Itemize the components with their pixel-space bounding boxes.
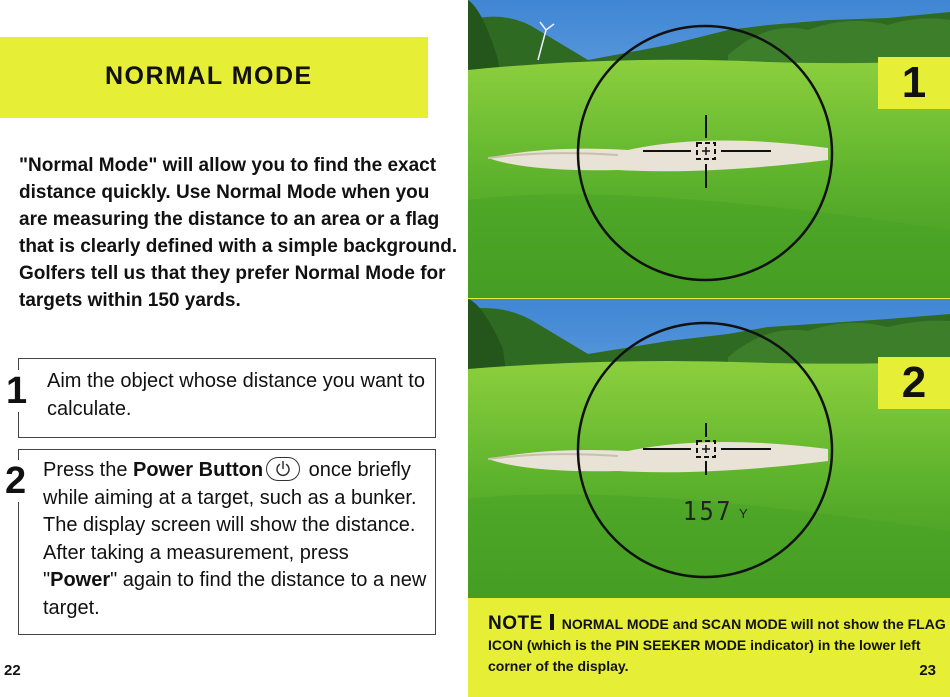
step-2-text-b: once briefly while aiming at a target, such as a bunker. The display screen will show the distance. After taking a measurement, press " <box>43 459 417 591</box>
note-text: NORMAL MODE and SCAN MODE will not show the FLAG ICON (which is the PIN SEEKER MODE indicator) in the lower left corner of the display. <box>488 616 946 674</box>
step-2-text-a: Press the <box>43 459 134 481</box>
page-title: NORMAL MODE <box>105 62 313 90</box>
panel-2-badge: 2 <box>878 357 950 409</box>
panel-1-badge: 1 <box>878 57 950 109</box>
step-1-text: Aim the object whose distance you want to calculate. <box>47 370 425 420</box>
rangefinder-view-2 <box>468 299 950 598</box>
step-2-text <box>43 457 428 622</box>
note <box>488 613 948 677</box>
note-divider <box>550 614 554 630</box>
golf-scene-1 <box>468 0 950 298</box>
page-number-left: 22 <box>4 662 21 679</box>
power-word: Power <box>50 569 111 591</box>
power-icon <box>266 457 300 481</box>
rangefinder-view-1 <box>468 0 950 298</box>
page-number-right: 23 <box>919 662 936 679</box>
step-2-number: 2 <box>5 460 27 502</box>
right-page <box>468 0 950 697</box>
note-label: NOTE <box>488 613 543 634</box>
power-button-label: Power Button <box>133 459 264 481</box>
distance-unit: Y <box>739 506 748 521</box>
golf-scene-2 <box>468 299 950 598</box>
intro-paragraph: "Normal Mode" will allow you to find the exact distance quickly. Use Normal Mode when you are measuring the distance to an area or a flag that is clearly defined with a simple background. Golfers tell us that they prefer Normal Mode for targets within 150 yards. <box>19 155 458 311</box>
step-2-text-c: " again to find the distance to a new target. <box>43 569 427 619</box>
step-1-number: 1 <box>6 370 28 412</box>
distance-readout: 157 <box>682 497 734 527</box>
